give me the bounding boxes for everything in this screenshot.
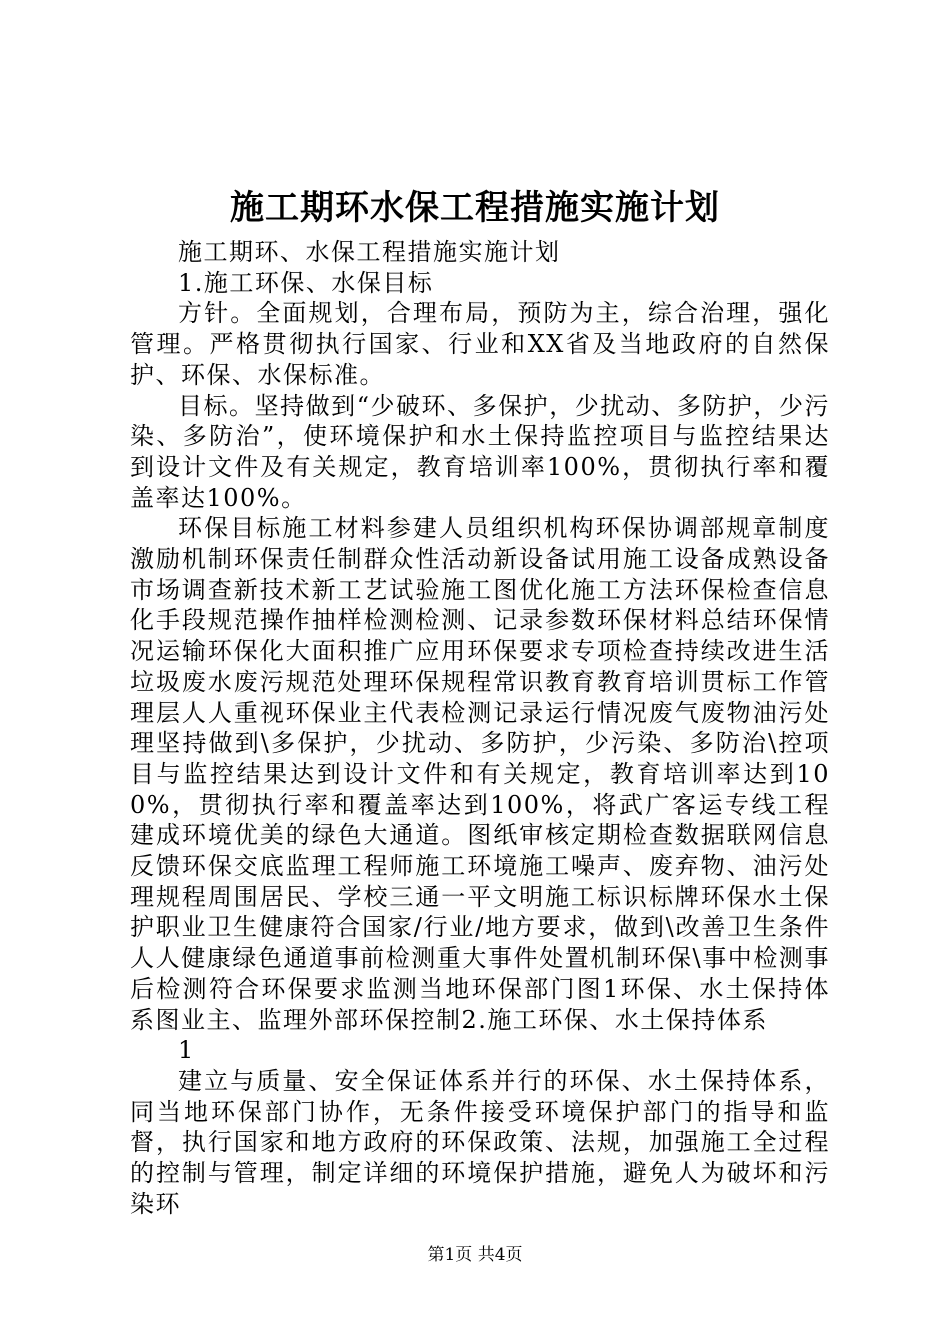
paragraph-section-heading: 1.施工环保、水保目标 (178, 268, 434, 297)
paragraph-subtitle: 施工期环、水保工程措施实施计划 (178, 238, 561, 266)
paragraph-page-number: 1 (178, 1036, 195, 1065)
document-title: 施工期环水保工程措施实施计划 (230, 188, 720, 228)
paragraph-policy: 方针。全面规划，合理布局，预防为主，综合治理，强化管理。严格贯彻执行国家、行业和XX省及当地政府的自然保护、环保、水保标准。 (130, 299, 830, 389)
page-footer: 第1页 共4页 (427, 1245, 523, 1265)
paragraph-goal: 目标。坚持做到“少破环、多保护，少扰动、多防护，少污染、多防治”，使环境保护和水土保持监控项目与监控结果达到设计文件及有关规定，教育培训率100%，贯彻执行率和覆盖率达100%。 (130, 391, 830, 512)
paragraph-system: 建立与质量、安全保证体系并行的环保、水土保持体系，同当地环保部门协作，无条件接受环境保护部门的指导和监督，执行国家和地方政府的环保政策、法规，加强施工全过程的控制与管理，制定详细的环境保护措施，避免人为破坏和污染环 (130, 1066, 830, 1218)
paragraph-diagram-text: 环保目标施工材料参建人员组织机构环保协调部规章制度激励机制环保责任制群众性活动新设备试用施工设备成熟设备市场调查新技术新工艺试验施工图优化施工方法环保检查信息化手段规范操作抽样检测检测、记录参数环保材料总结环保情况运输环保化大面积推广应用环保要求专项检查持续改进生活垃圾废水废污规范处理环保规程常识教育教育培训贯标工作管理层人人重视环保业主代表检测记录运行情况废气废物油污处理坚持做到\多保护，少扰动、多防护，少污染、多防治\控项目与监控结果达到设计文件和有关规定，教育培训率达到100%，贯彻执行率和覆盖率达到100%，将武广客运专线工程建成环境优美的绿色大通道。图纸审核定期检查数据联网信息反馈环保交底监理工程师施工环境施工噪声、废弃物、油污处理规程周围居民、学校三通一平文明施工标识标牌环保水土保护职业卫生健康符合国家/行业/地方要求，做到\改善卫生条件人人健康绿色通道事前检测重大事件处置机制环保\事中检测事后检测符合环保要求监测当地环保部门图1环保、水土保持体系图业主、监理外部环保控制2.施工环保、水土保持体系 (130, 514, 830, 1034)
document-body (130, 237, 830, 1220)
